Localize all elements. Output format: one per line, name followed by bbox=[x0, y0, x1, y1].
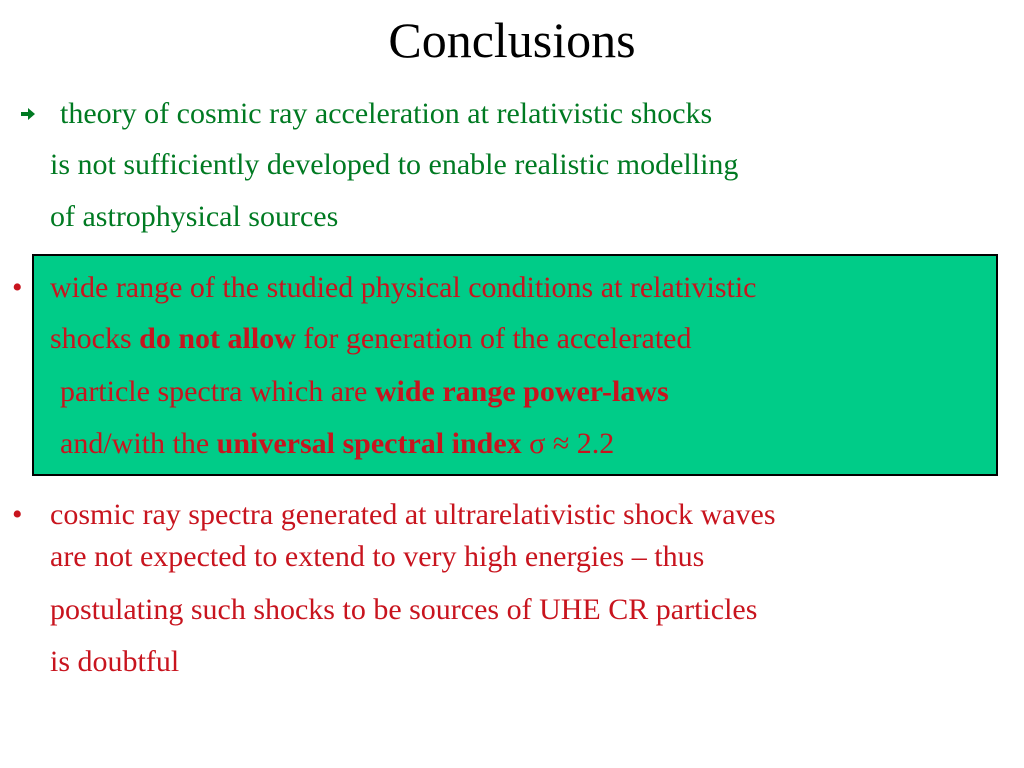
point1-line-2: is not sufficiently developed to enable realistic modelling bbox=[50, 148, 739, 181]
emphasis-do-not-allow: do not allow bbox=[139, 322, 296, 355]
point2-line-3: particle spectra which are wide range power-laws bbox=[60, 375, 669, 408]
point2-line-4: and/with the universal spectral index σ ≈ 2.2 bbox=[60, 427, 615, 460]
point3-line-4: is doubtful bbox=[50, 645, 180, 678]
point2-bullet: • bbox=[12, 271, 23, 304]
point3-bullet: • bbox=[12, 498, 23, 531]
emphasis-spectral-index: universal spectral index bbox=[216, 427, 522, 460]
point2-line-2: shocks do not allow for generation of the accelerated bbox=[50, 322, 692, 355]
point3-line-1: cosmic ray spectra generated at ultrarelativistic shock waves bbox=[50, 498, 776, 531]
slide-title: Conclusions bbox=[388, 12, 636, 68]
point3-line-3: postulating such shocks to be sources of UHE CR particles bbox=[50, 593, 758, 626]
point1-line-3: of astrophysical sources bbox=[50, 200, 339, 233]
arrow-right-icon bbox=[20, 106, 36, 122]
emphasis-power-laws: wide range power-laws bbox=[374, 375, 669, 408]
point2-line-1: wide range of the studied physical conditions at relativistic bbox=[50, 271, 757, 304]
point3-line-2: are not expected to extend to very high energies – thus bbox=[50, 540, 705, 573]
point1-line-1: theory of cosmic ray acceleration at relativistic shocks bbox=[60, 97, 713, 130]
